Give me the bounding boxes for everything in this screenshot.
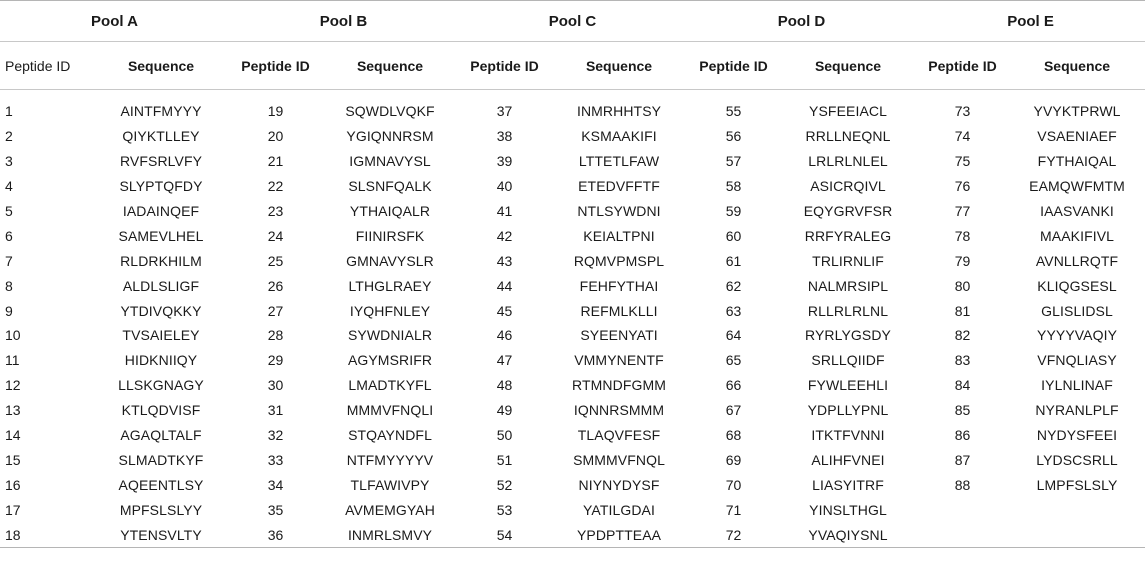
- peptide-id-cell: 75: [954, 153, 971, 170]
- peptide-id-cell: 68: [725, 427, 742, 444]
- peptide-id-cell: 23: [267, 203, 284, 219]
- sequence-cell: IGMNAVYSL: [349, 153, 431, 170]
- sequence-cell: YTENSVLTY: [120, 526, 202, 543]
- sequence-cell: SAMEVLHEL: [118, 227, 204, 244]
- sequence-cell: KTLQDVISF: [121, 402, 201, 419]
- peptide-id-cell: 53: [496, 501, 513, 518]
- peptide-id-cell: 44: [496, 277, 513, 294]
- table-row: [0, 497, 1145, 522]
- sequence-cell: KSMAAKIFI: [581, 128, 657, 145]
- column-header-row: [0, 42, 1145, 90]
- sequence-cell: YDPLLYPNL: [807, 402, 889, 419]
- peptide-id-cell: 71: [725, 501, 742, 518]
- peptide-id-cell: 79: [954, 252, 971, 269]
- peptide-id-cell: 77: [954, 203, 971, 219]
- sequence-cell: RYRLYGSDY: [805, 327, 891, 344]
- sequence-cell: YINSLTHGL: [809, 501, 887, 518]
- peptide-id-cell: 27: [267, 302, 284, 319]
- sequence-cell: FYTHAIQAL: [1037, 153, 1117, 170]
- peptide-id-cell: 61: [725, 252, 742, 269]
- sequence-cell: IYLNLINAF: [1041, 377, 1113, 394]
- sequence-cell: REFMLKLLI: [580, 302, 658, 319]
- sequence-cell: SYWDNIALR: [347, 327, 433, 344]
- peptide-id-cell: 83: [954, 352, 971, 369]
- peptide-id-cell: 60: [725, 227, 742, 244]
- table-row: [0, 373, 1145, 398]
- table-row: [0, 149, 1145, 174]
- pool-header-a: Pool A: [0, 1, 229, 42]
- sequence-cell: LMPFSLSLY: [1036, 476, 1118, 493]
- peptide-id-cell: 84: [954, 377, 971, 394]
- pool-header-b: Pool B: [229, 1, 458, 42]
- peptide-id-cell: 37: [496, 103, 513, 120]
- peptide-id-cell: 74: [954, 128, 971, 145]
- peptide-id-cell: 3: [5, 153, 13, 170]
- sequence-cell: MPFSLSLYY: [119, 501, 203, 518]
- sequence-cell: YVYKTPRWL: [1033, 103, 1121, 120]
- pool-header-c: Pool C: [458, 1, 687, 42]
- peptide-id-cell: 11: [5, 352, 20, 369]
- peptide-id-cell: 67: [725, 402, 742, 419]
- column-header-sequence: Sequence: [93, 42, 229, 90]
- sequence-cell: VMMYNENTF: [574, 352, 664, 369]
- peptide-id-cell: 17: [5, 501, 21, 518]
- peptide-id-cell: 78: [954, 227, 971, 244]
- peptide-id-cell: 62: [725, 277, 742, 294]
- peptide-id-cell: 81: [954, 302, 971, 319]
- sequence-cell: ALIHFVNEI: [811, 451, 885, 468]
- sequence-cell: QIYKTLLEY: [122, 128, 200, 145]
- sequence-cell: HIDKNIIQY: [124, 352, 198, 369]
- peptide-id-cell: 6: [5, 227, 13, 244]
- peptide-id-cell: 25: [267, 252, 284, 269]
- sequence-cell: AINTFMYYY: [120, 103, 202, 120]
- peptide-id-cell: 52: [496, 476, 513, 493]
- column-header-peptide-id: Peptide ID: [458, 42, 551, 90]
- sequence-cell: YGIQNNRSM: [346, 128, 434, 145]
- sequence-cell: AQEENTLSY: [118, 476, 204, 493]
- table-row: [0, 199, 1145, 224]
- table-body: [0, 90, 1145, 548]
- column-header-peptide-id: Peptide ID: [0, 42, 93, 90]
- table-row: [0, 248, 1145, 273]
- sequence-cell: STQAYNDFL: [348, 427, 432, 444]
- sequence-cell: TVSAIELEY: [122, 327, 200, 344]
- column-header-peptide-id: Peptide ID: [229, 42, 322, 90]
- table-row: [0, 99, 1145, 124]
- bottom-rule: [0, 547, 1145, 548]
- peptide-id-cell: 66: [725, 377, 742, 394]
- peptide-id-cell: 48: [496, 377, 513, 394]
- sequence-cell: NYDYSFEEI: [1036, 427, 1118, 444]
- pool-header-row: [0, 1, 1145, 42]
- peptide-id-cell: 28: [267, 327, 284, 344]
- peptide-id-cell: 51: [496, 451, 513, 468]
- table-row: [0, 323, 1145, 348]
- sequence-cell: EQYGRVFSR: [803, 203, 893, 219]
- peptide-id-cell: 59: [725, 203, 742, 219]
- sequence-cell: RVFSRLVFY: [119, 153, 203, 170]
- peptide-id-cell: 63: [725, 302, 742, 319]
- sequence-cell: KEIALTPNI: [583, 227, 655, 244]
- peptide-id-cell: 13: [5, 402, 21, 419]
- sequence-cell: VSAENIAEF: [1037, 128, 1117, 145]
- table-row: [0, 423, 1145, 448]
- sequence-cell: RLDRKHILM: [120, 252, 202, 269]
- column-header-peptide-id: Peptide ID: [916, 42, 1009, 90]
- peptide-id-cell: 34: [267, 476, 284, 493]
- sequence-cell: SQWDLVQKF: [345, 103, 435, 120]
- peptide-id-cell: 73: [954, 103, 971, 120]
- peptide-id-cell: 56: [725, 128, 742, 145]
- peptide-id-cell: 31: [267, 402, 284, 419]
- peptide-id-cell: 32: [267, 427, 284, 444]
- peptide-id-cell: 88: [954, 476, 971, 493]
- table-row: [0, 273, 1145, 298]
- sequence-cell: LTTETLFAW: [578, 153, 660, 170]
- sequence-cell: ETEDVFFTF: [578, 178, 660, 195]
- sequence-cell: FIINIRSFK: [355, 227, 425, 244]
- sequence-cell: INMRLSMVY: [347, 526, 433, 543]
- peptide-id-cell: 18: [5, 526, 21, 543]
- sequence-cell: RLLRLRLNL: [807, 302, 889, 319]
- sequence-cell: [1009, 497, 1145, 522]
- sequence-cell: AVMEMGYAH: [345, 501, 435, 518]
- peptide-id-cell: 65: [725, 352, 742, 369]
- sequence-cell: YYYYVAQIY: [1037, 327, 1118, 344]
- sequence-cell: AGYMSRIFR: [347, 352, 433, 369]
- table-row: [0, 398, 1145, 423]
- table-row: [0, 124, 1145, 149]
- sequence-cell: IYQHFNLEY: [349, 302, 431, 319]
- sequence-cell: RTMNDFGMM: [572, 377, 666, 394]
- peptide-id-cell: 4: [5, 178, 13, 195]
- table-row: [0, 174, 1145, 199]
- peptide-id-cell: 41: [496, 203, 513, 219]
- peptide-id-cell: 26: [267, 277, 284, 294]
- sequence-cell: FEHFYTHAI: [579, 277, 659, 294]
- sequence-cell: GMNAVYSLR: [346, 252, 434, 269]
- sequence-cell: NALMRSIPL: [807, 277, 889, 294]
- pool-header-e: Pool E: [916, 1, 1145, 42]
- sequence-cell: SLMADTKYF: [118, 451, 204, 468]
- column-header-sequence: Sequence: [1009, 42, 1145, 90]
- peptide-id-cell: 50: [496, 427, 513, 444]
- sequence-cell: KLIQGSESL: [1037, 277, 1117, 294]
- table-row: [0, 348, 1145, 373]
- peptide-id-cell: 33: [267, 451, 284, 468]
- peptide-id-cell: 12: [5, 377, 21, 394]
- table-row: [0, 472, 1145, 497]
- sequence-cell: LYDSCSRLL: [1036, 451, 1118, 468]
- sequence-cell: LRLRLNLEL: [808, 153, 888, 170]
- sequence-cell: AGAQLTALF: [120, 427, 202, 444]
- peptide-id-cell: 9: [5, 302, 13, 319]
- peptide-id-cell: 36: [267, 526, 284, 543]
- peptide-id-cell: 58: [725, 178, 742, 195]
- peptide-id-cell: 2: [5, 128, 13, 145]
- peptide-id-cell: 87: [954, 451, 971, 468]
- column-header-sequence: Sequence: [780, 42, 916, 90]
- sequence-cell: SMMMVFNQL: [573, 451, 665, 468]
- peptide-id-cell: 69: [725, 451, 742, 468]
- peptide-id-cell: 19: [267, 103, 284, 120]
- peptide-id-cell: 40: [496, 178, 513, 195]
- table-row: [0, 223, 1145, 248]
- sequence-cell: IADAINQEF: [122, 203, 200, 219]
- sequence-cell: RRLLNEQNL: [805, 128, 891, 145]
- sequence-cell: YSFEEIACL: [809, 103, 887, 120]
- peptide-id-cell: 70: [725, 476, 742, 493]
- sequence-cell: TLFAWIVPY: [350, 476, 430, 493]
- peptide-id-cell: 24: [267, 227, 284, 244]
- peptide-id-cell: 39: [496, 153, 513, 170]
- peptide-id-cell: 15: [5, 451, 21, 468]
- peptide-id-cell: 20: [267, 128, 284, 145]
- spacer-row: [0, 90, 1145, 100]
- peptide-id-cell: 38: [496, 128, 513, 145]
- peptide-id-cell: 14: [5, 427, 21, 444]
- table-row: [0, 447, 1145, 472]
- sequence-cell: MAAKIFIVL: [1040, 227, 1115, 244]
- sequence-cell: SLYPTQFDY: [119, 178, 203, 195]
- peptide-id-cell: 82: [954, 327, 971, 344]
- peptide-id-cell: 42: [496, 227, 513, 244]
- peptide-id-cell: 76: [954, 178, 971, 195]
- peptide-id-cell: 57: [725, 153, 742, 170]
- sequence-cell: ALDLSLIGF: [122, 277, 200, 294]
- peptide-id-cell: 80: [954, 277, 971, 294]
- sequence-cell: IQNNRSMMM: [573, 402, 665, 419]
- peptide-id-cell: 16: [5, 476, 21, 493]
- sequence-cell: SLSNFQALK: [348, 178, 432, 195]
- sequence-cell: MMMVFNQLI: [346, 402, 434, 419]
- peptide-id-cell: 5: [5, 203, 13, 219]
- sequence-cell: EAMQWFMTM: [1029, 178, 1125, 195]
- sequence-cell: NTFMYYYYV: [346, 451, 434, 468]
- sequence-cell: YPDPTTEAA: [576, 526, 662, 543]
- table-row: [0, 298, 1145, 323]
- peptide-id-cell: 85: [954, 402, 971, 419]
- peptide-id-cell: [916, 522, 1009, 547]
- sequence-cell: SYEENYATI: [580, 327, 658, 344]
- sequence-cell: NIYNYDYSF: [578, 476, 660, 493]
- peptide-id-cell: 30: [267, 377, 284, 394]
- peptide-id-cell: 35: [267, 501, 284, 518]
- sequence-cell: YVAQIYSNL: [808, 526, 888, 543]
- sequence-cell: ITKTFVNNI: [811, 427, 885, 444]
- peptide-id-cell: 55: [725, 103, 742, 120]
- peptide-id-cell: 7: [5, 252, 13, 269]
- peptide-id-cell: 86: [954, 427, 971, 444]
- sequence-cell: ASICRQIVL: [810, 178, 886, 195]
- sequence-cell: FYWLEEHLI: [807, 377, 889, 394]
- sequence-cell: AVNLLRQTF: [1035, 252, 1119, 269]
- sequence-cell: NYRANLPLF: [1035, 402, 1119, 419]
- table-row: [0, 522, 1145, 547]
- sequence-cell: TRLIRNLIF: [812, 252, 884, 269]
- peptide-id-cell: 22: [267, 178, 284, 195]
- sequence-cell: LIASYITRF: [812, 476, 884, 493]
- peptide-id-cell: 29: [267, 352, 284, 369]
- sequence-cell: [1009, 522, 1145, 547]
- peptide-id-cell: 64: [725, 327, 742, 344]
- sequence-cell: YATILGDAI: [583, 501, 655, 518]
- peptide-id-cell: 47: [496, 352, 513, 369]
- pool-header-d: Pool D: [687, 1, 916, 42]
- peptide-id-cell: 49: [496, 402, 513, 419]
- peptide-id-cell: 72: [725, 526, 742, 543]
- sequence-cell: INMRHHTSY: [576, 103, 662, 120]
- peptide-id-cell: 45: [496, 302, 513, 319]
- sequence-cell: YTDIVQKKY: [120, 302, 202, 319]
- sequence-cell: SRLLQIIDF: [811, 352, 885, 369]
- peptide-id-cell: 10: [5, 327, 21, 344]
- sequence-cell: TLAQVFESF: [577, 427, 661, 444]
- peptide-id-cell: [916, 497, 1009, 522]
- peptide-id-cell: 43: [496, 252, 513, 269]
- sequence-cell: IAASVANKI: [1040, 203, 1114, 219]
- column-header-peptide-id: Peptide ID: [687, 42, 780, 90]
- sequence-cell: LLSKGNAGY: [118, 377, 204, 394]
- column-header-sequence: Sequence: [322, 42, 458, 90]
- sequence-cell: NTLSYWDNI: [577, 203, 661, 219]
- sequence-cell: RQMVPMSPL: [573, 252, 665, 269]
- peptide-id-cell: 54: [496, 526, 513, 543]
- peptide-id-cell: 46: [496, 327, 513, 344]
- column-header-sequence: Sequence: [551, 42, 687, 90]
- sequence-cell: VFNQLIASY: [1037, 352, 1117, 369]
- sequence-cell: RRFYRALEG: [804, 227, 892, 244]
- peptide-id-cell: 8: [5, 277, 13, 294]
- peptide-id-cell: 1: [5, 103, 13, 120]
- sequence-cell: LMADTKYFL: [348, 377, 432, 394]
- sequence-cell: YTHAIQALR: [349, 203, 431, 219]
- sequence-cell: GLISLIDSL: [1041, 302, 1113, 319]
- sequence-cell: LTHGLRAEY: [348, 277, 432, 294]
- peptide-id-cell: 21: [267, 153, 284, 170]
